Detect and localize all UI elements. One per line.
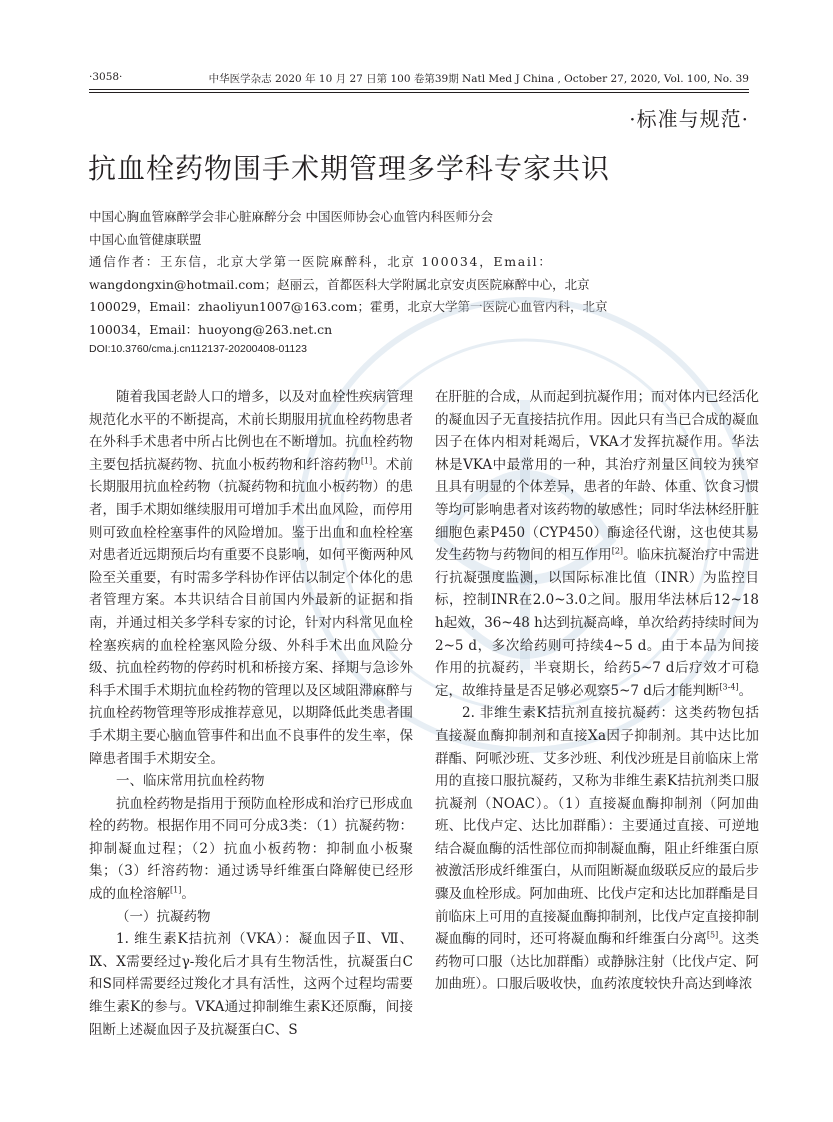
- page-number: ·3058·: [89, 71, 123, 83]
- column-label: ·标准与规范·: [629, 107, 749, 131]
- correspondence-line-1: 通信作者：王东信，北京大学第一医院麻醉科，北京 100034，Email：: [89, 254, 553, 269]
- author-line-2: 中国心血管健康联盟: [89, 231, 202, 247]
- article-title: 抗血栓药物围手术期管理多学科专家共识: [88, 152, 611, 185]
- right-column: [435, 386, 759, 996]
- header-rule-thin: [89, 92, 749, 93]
- vka-paragraph-continued: 在肝脏的合成，从而起到抗凝作用；而对体内已经活化的凝血因子无直接拮抗作用。因此只有当已合成的凝血因子在体内相对耗竭后，VKA才发挥抗凝作用。华法林是VKA中最常用的一种，其治疗剂量区间较为狭窄且具有明显的个体差异，患者的年龄、体重、饮食习惯等均可影响患者对该药物的敏感性；同时华法林经肝脏细胞色素P450（CYP450）酶途径代谢，这也使其易发生药物与药物间的相互作用[2]。临床抗凝治疗中需进行抗凝强度监测，以国际标准比值（INR）为监控目标，控制INR在2.0~3.0之间。服用华法林后12~18 h起效，36~48 h达到抗凝高峰，单次给药持续时间为2~5 d，多次给药则可持续4~5 d。由于本品为间接作用的抗凝药，半衰期长，给药5~7 d后疗效才可稳定，故维持量是否足够必观察5~7 d后才能判断[3-4]。: [435, 389, 759, 699]
- intro-paragraph: 随着我国老龄人口的增多，以及对血栓性疾病管理规范化水平的不断提高，术前长期服用抗血栓药物患者在外科手术患者中所占比例也在不断增加。抗血栓药物主要包括抗凝药物、抗血小板药物和纤溶药物[1]。术前长期服用抗血栓药物（抗凝药物和抗血小板药物）的患者，围手术期如继续服用可增加手术出血风险，而停用则可致血栓栓塞事件的风险增加。鉴于出血和血栓栓塞对患者近远期预后均有重要不良影响，如何平衡两种风险至关重要，有时需多学科协作评估以制定个体化的患者管理方案。本共识结合目前国内外最新的证据和指南，并通过相关多学科专家的讨论，针对内科常见血栓栓塞疾病的血栓栓塞风险分级、外科手术出血风险分级、抗血栓药物的停药时机和桥接方案、择期与急诊外科手术围手术期抗血栓药物的管理以及区域阻滞麻醉与抗血栓药物管理等形成推荐意见，以期降低此类患者围手术期主要心脑血管事件和出血不良事件的发生率，保障患者围手术期安全。: [89, 389, 413, 767]
- correspondence-line-3: 100029，Email：zhaoliyun1007@163.com；霍勇，北京大学第一医院心血管内科，北京: [89, 299, 608, 314]
- section-heading-1: 一、临床常用抗血栓药物: [116, 773, 265, 790]
- vka-paragraph-start: 1. 维生素K拮抗剂（VKA）：凝血因子Ⅱ、Ⅶ、Ⅸ、Ⅹ需要经过γ-羧化后才具有生物活性，抗凝蛋白C和S同样需要经过羧化才具有活性，这两个过程均需要维生素K的参与。VKA通过抑制维生素K还原酶，间接阻断上述凝血因子及抗凝蛋白C、S: [89, 931, 413, 1038]
- noac-paragraph: 2. 非维生素K拮抗剂直接抗凝药：这类药物包括直接凝血酶抑制剂和直接Ⅹa因子抑制剂。其中达比加群酯、阿哌沙班、艾多沙班、利伐沙班是目前临床上常用的直接口服抗凝药，又称为非维生素K拮抗剂类口服抗凝剂（NOAC）。（1）直接凝血酶抑制剂（阿加曲班、比伐卢定、达比加群酯）：主要通过直接、可逆地结合凝血酶的活性部位而抑制凝血酶，阻止纤维蛋白原被激活形成纤维蛋白，从而阻断凝血级联反应的最后步骤及血栓形成。阿加曲班、比伐卢定和达比加群酯是目前临床上可用的直接凝血酶抑制剂，比伐卢定直接抑制凝血酶的同时，还可将凝血酶和纤维蛋白分离[5]。这类药物可口服（达比加群酯）或静脉注射（比伐卢定、阿加曲班）。口服后吸收快，血药浓度较快升高达到峰浓: [435, 705, 759, 993]
- correspondence-line-2: wangdongxin@hotmail.com；赵丽云，首都医科大学附属北京安贞医院麻醉中心，北京: [89, 276, 590, 292]
- journal-info: 中华医学杂志 2020 年 10 月 27 日第 100 卷第39期 Natl Med J China , October 27, 2020, Vol. 100, No. 39: [208, 73, 749, 85]
- running-header: [89, 71, 749, 86]
- header-rule-thick: [89, 89, 749, 90]
- author-line-1: 中国心胸血管麻醉学会非心脏麻醉分会 中国医师协会心血管内科医师分会: [89, 209, 493, 224]
- left-column: [89, 386, 413, 1041]
- doi: DOI:10.3760/cma.j.cn112137-20200408-01123: [89, 343, 307, 355]
- section1-paragraph: 抗血栓药物是指用于预防血栓形成和治疗已形成血栓的药物。根据作用不同可分成3类：（1）抗凝药物：抑制凝血过程；（2）抗血小板药物：抑制血小板聚集；（3）纤溶药物：通过诱导纤维蛋白降解使已经形成的血栓溶解[1]。: [89, 795, 413, 903]
- correspondence-line-4: 100034，Email：huoyong@263.net.cn: [89, 321, 333, 337]
- subsection-heading-1: （一）抗凝药物: [116, 908, 211, 925]
